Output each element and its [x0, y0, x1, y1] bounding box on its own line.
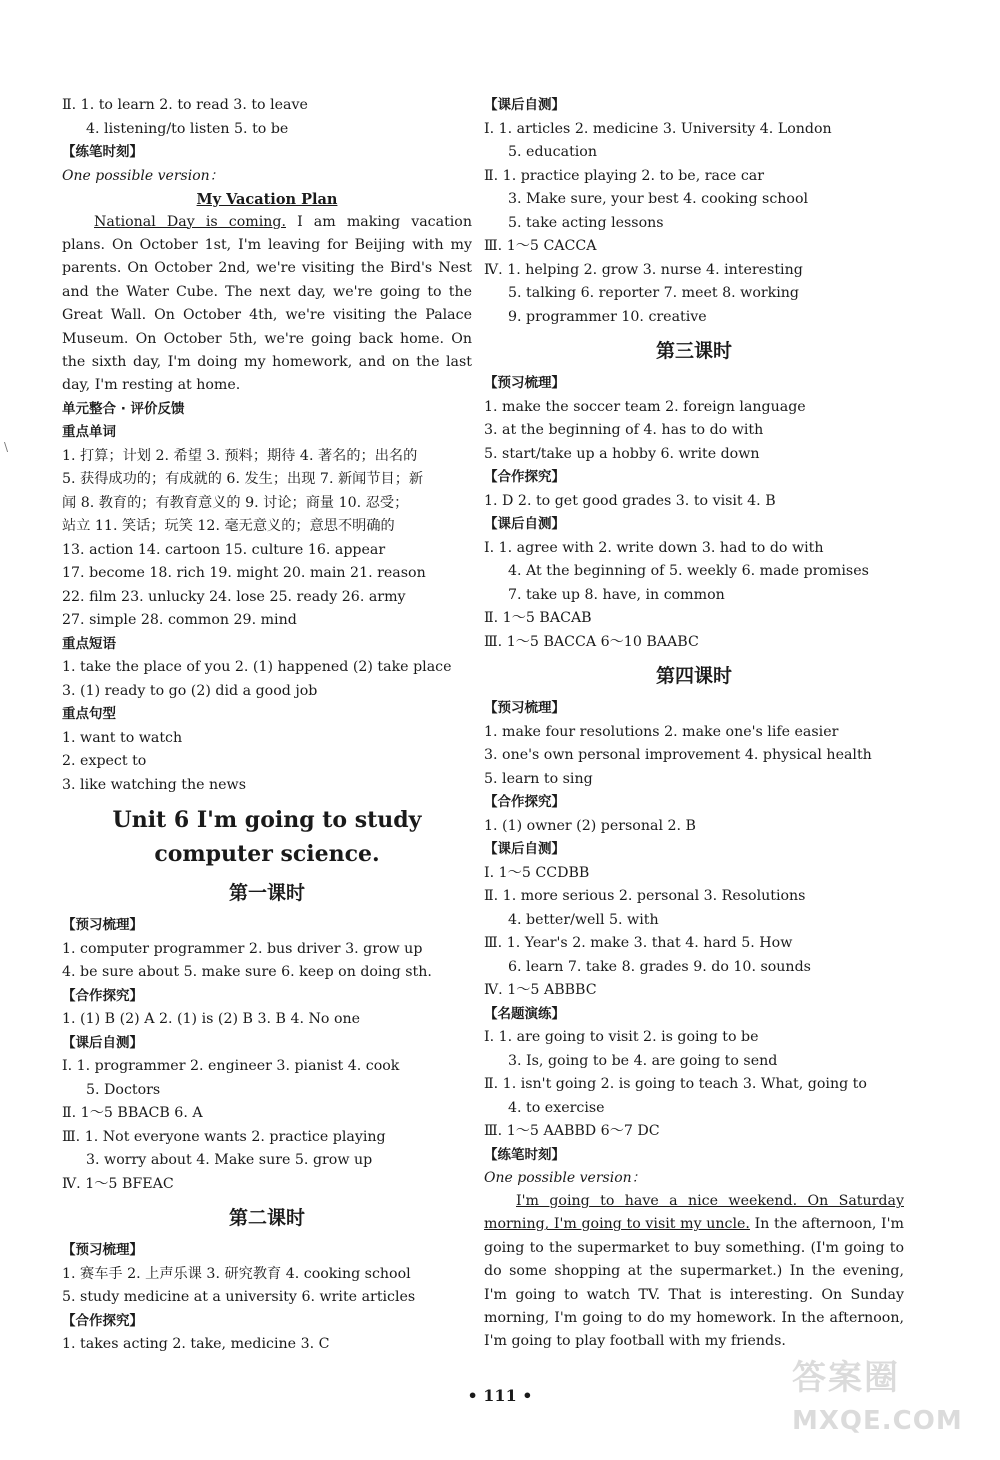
composition-title: My Vacation Plan: [196, 190, 338, 208]
section-heading: 单元整合 · 评价反馈: [62, 400, 185, 417]
answer-line: 5. talking 6. reporter 7. meet 8. working: [508, 285, 799, 301]
answer-line: Ⅲ. 1～5 AABBD 6～7 DC: [484, 1123, 660, 1139]
scan-mark: \: [4, 440, 9, 454]
version-label: One possible version：: [484, 1170, 646, 1186]
answer-line: Ⅱ. 1. more serious 2. personal 3. Resolutions: [484, 888, 806, 904]
left-column: [62, 94, 472, 1357]
answer-line: 22. film 23. unlucky 24. lose 25. ready 26. army: [62, 588, 406, 605]
answer-line: 闻 8. 教育的；有教育意义的 9. 讨论；商量 10. 忍受；: [62, 494, 409, 511]
section-heading: 重点句型: [62, 706, 116, 723]
answer-line: Ⅱ. 1～5 BACAB: [484, 610, 592, 626]
version-label: One possible version：: [62, 167, 224, 184]
answer-line: Ⅰ. 1. articles 2. medicine 3. University 4. London: [484, 120, 832, 137]
answer-line: 3. worry about 4. Make sure 5. grow up: [86, 1152, 373, 1169]
answer-line: 2. expect to: [62, 753, 147, 770]
answer-line: 9. programmer 10. creative: [508, 308, 707, 325]
unit-title-line: computer science.: [154, 841, 380, 868]
answer-line: 4. be sure about 5. make sure 6. keep on doing sth.: [62, 964, 432, 981]
answer-line: Ⅳ. 1～5 BFEAC: [62, 1175, 174, 1192]
answer-line: 1. make four resolutions 2. make one's life easier: [484, 723, 839, 740]
answer-line: 3. at the beginning of 4. has to do with: [484, 422, 764, 438]
page-number: • 111 •: [467, 1386, 533, 1405]
answer-line: Ⅰ. 1. are going to visit 2. is going to be: [484, 1029, 759, 1045]
watermark-text: 答案圈: [792, 1358, 900, 1398]
answer-line: 5. take acting lessons: [508, 214, 664, 231]
composition-rest: In the afternoon, I'm going to the supermarket to buy something. (I'm going to do some shopping at the supermarket.) In the evening, I'm going to watch TV. That is interesting. On Sunday morning, I'm going to do my homework. In the afternoon, I'm going to play football with my friends.: [484, 1216, 904, 1350]
section-heading: 【预习梳理】: [62, 1242, 143, 1259]
composition-underlined: I'm going to have a nice weekend. On Saturday morning, I'm going to visit my uncle.: [484, 1193, 904, 1233]
answer-line: Ⅱ. 1. practice playing 2. to be, race car: [484, 167, 765, 184]
answer-line: 5. learn to sing: [484, 770, 593, 787]
answer-line: 4. better/well 5. with: [508, 911, 659, 928]
answer-line: 站立 11. 笑话；玩笑 12. 毫无意义的；意思不明确的: [62, 518, 395, 535]
answer-line: 1. D 2. to get good grades 3. to visit 4. B: [484, 492, 776, 509]
answer-line: Ⅰ. 1～5 CCDBB: [484, 864, 590, 881]
composition-text: [62, 211, 472, 398]
answer-line: 5. Doctors: [86, 1081, 161, 1098]
watermark-logo: [792, 1350, 982, 1440]
answer-line: Ⅲ. 1. Year's 2. make 3. that 4. hard 5. How: [484, 935, 793, 951]
answer-line: 5. study medicine at a university 6. write articles: [62, 1289, 416, 1306]
section-heading: 【预习梳理】: [484, 375, 565, 391]
answer-line: 3. one's own personal improvement 4. physical health: [484, 747, 872, 763]
section-heading: 【课后自测】: [62, 1034, 143, 1051]
answer-line: 6. learn 7. take 8. grades 9. do 10. sounds: [508, 958, 811, 975]
section-heading: 【合作探究】: [484, 469, 565, 485]
section-heading: 【练笔时刻】: [62, 144, 143, 160]
answer-line: 1. (1) B (2) A 2. (1) is (2) B 3. B 4. No one: [62, 1011, 361, 1028]
answer-line: 17. become 18. rich 19. might 20. main 21. reason: [62, 565, 426, 582]
section-heading: 【课后自测】: [484, 516, 565, 532]
section-heading: 重点短语: [62, 635, 116, 652]
answer-line: 7. take up 8. have, in common: [508, 586, 725, 603]
answer-line: 4. At the beginning of 5. weekly 6. made promises: [508, 563, 869, 579]
right-column: [484, 94, 904, 1354]
section-heading: 重点单词: [62, 424, 116, 441]
answer-line: 3. like watching the news: [62, 776, 246, 793]
unit-title: [62, 803, 472, 871]
answer-line: 3. Make sure, your best 4. cooking school: [508, 191, 809, 207]
answer-line: 3. (1) ready to go (2) did a good job: [62, 682, 318, 699]
composition-text: [484, 1190, 904, 1354]
section-heading: 【合作探究】: [62, 987, 143, 1004]
answer-line: 27. simple 28. common 29. mind: [62, 612, 297, 629]
section-heading: 【课后自测】: [484, 97, 565, 113]
answer-line: Ⅱ. 1～5 BBACB 6. A: [62, 1105, 203, 1122]
answer-line: 1. takes acting 2. take, medicine 3. C: [62, 1336, 330, 1353]
unit-title-line: Unit 6 I'm going to study: [112, 807, 422, 834]
lesson-title: 第三课时: [655, 340, 732, 362]
answer-line: 3. Is, going to be 4. are going to send: [508, 1052, 778, 1069]
answer-line: 5. 获得成功的；有成就的 6. 发生；出现 7. 新闻节目；新: [62, 471, 424, 488]
lesson-title: 第二课时: [228, 1207, 305, 1230]
answer-line: Ⅲ. 1～5 CACCA: [484, 238, 597, 254]
lesson-title: 第四课时: [655, 665, 732, 687]
section-heading: 【练笔时刻】: [484, 1146, 565, 1163]
section-heading: 【合作探究】: [484, 794, 565, 810]
answer-line: Ⅲ. 1～5 BACCA 6～10 BAABC: [484, 633, 699, 650]
answer-line: 1. take the place of you 2. (1) happened (2) take place: [62, 659, 452, 676]
answer-line: 1. (1) owner (2) personal 2. B: [484, 817, 696, 834]
answer-line: 4. to exercise: [508, 1099, 605, 1116]
answer-line: Ⅱ. 1. isn't going 2. is going to teach 3. What, going to: [484, 1076, 867, 1092]
section-heading: 【合作探究】: [62, 1312, 143, 1329]
answer-line: Ⅳ. 1. helping 2. grow 3. nurse 4. interesting: [484, 261, 803, 278]
answer-line: 1. make the soccer team 2. foreign language: [484, 398, 806, 415]
answer-line: 4. listening/to listen 5. to be: [86, 120, 289, 137]
answer-line: 1. computer programmer 2. bus driver 3. grow up: [62, 940, 423, 957]
answer-line: 5. education: [508, 144, 597, 160]
composition-rest: I am making vacation plans. On October 1st, I'm leaving for Beijing with my parents. On October 2nd, we're visiting the Bird's Nest and the Water Cube. The next day, we're going to the Great Wall. On October 4th, we're visiting the Palace Museum. On October 5th, we're going back home. On the sixth day, I'm doing my homework, and on the last day, I'm resting at home.: [62, 213, 472, 394]
section-heading: 【课后自测】: [484, 841, 565, 857]
watermark-url: MXQE.COM: [792, 1406, 963, 1436]
answer-line: 1. 打算；计划 2. 希望 3. 预料；期待 4. 著名的；出名的: [62, 447, 418, 464]
section-heading: 【预习梳理】: [62, 917, 143, 934]
answer-line: Ⅱ. 1. to learn 2. to read 3. to leave: [62, 97, 308, 113]
answer-line: 5. start/take up a hobby 6. write down: [484, 445, 760, 462]
answer-line: Ⅲ. 1. Not everyone wants 2. practice playing: [62, 1128, 386, 1145]
answer-line: 1. 赛车手 2. 上声乐课 3. 研究教育 4. cooking school: [62, 1265, 411, 1282]
answer-line: Ⅰ. 1. programmer 2. engineer 3. pianist 4. cook: [62, 1058, 400, 1075]
section-heading: 【名题演练】: [484, 1005, 565, 1022]
answer-line: Ⅳ. 1～5 ABBBC: [484, 982, 597, 998]
answer-line: 1. want to watch: [62, 729, 183, 746]
answer-line: Ⅰ. 1. agree with 2. write down 3. had to do with: [484, 539, 824, 556]
composition-underlined: National Day is coming.: [94, 213, 286, 230]
lesson-title: 第一课时: [228, 882, 305, 905]
answer-line: 13. action 14. cartoon 15. culture 16. appear: [62, 541, 386, 558]
section-heading: 【预习梳理】: [484, 700, 565, 716]
